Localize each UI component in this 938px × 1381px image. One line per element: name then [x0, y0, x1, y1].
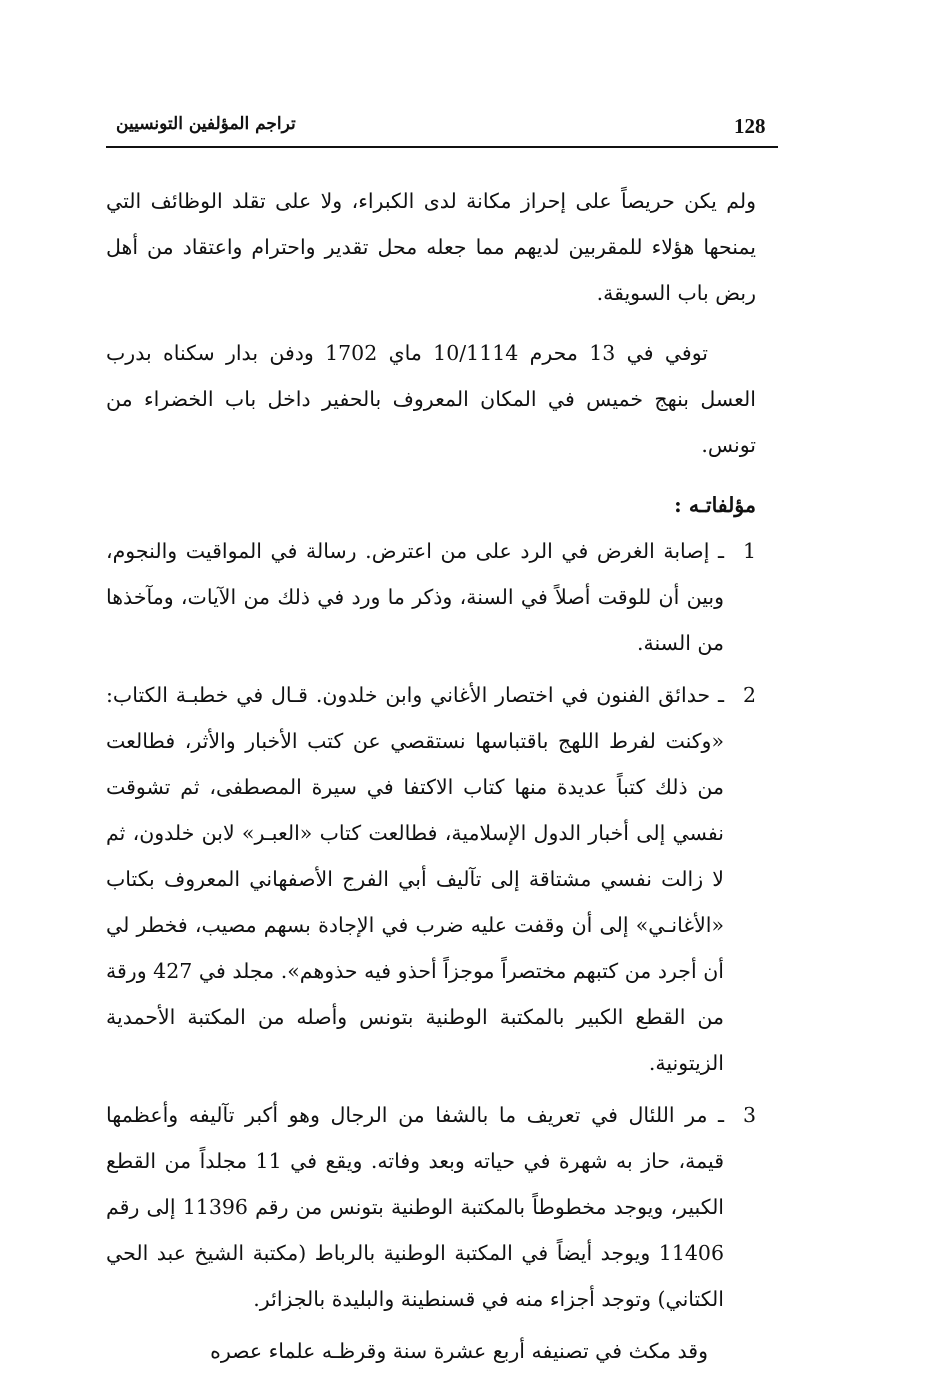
page-body	[106, 178, 756, 1374]
list-item	[106, 528, 756, 666]
paragraph: توفي في 13 محرم 10/1114 ماي 1702 ودفن بدار سكناه بدرب العسل بنهج خميس في المكان المعروف بالحفير داخل باب الخضراء من تونس.	[106, 341, 756, 457]
page-header	[106, 112, 778, 146]
list-item-text: ـ إصابة الغرض في الرد على من اعترض. رسالة في المواقيت والنجوم، وبين أن للوقت أصلاً في السنة، وذكر ما ورد في ذلك من الآيات، ومآخذها من السنة.	[106, 539, 724, 655]
section-title: مؤلفاتـه :	[674, 493, 756, 517]
paragraph: وقد مكث في تصنيفه أربع عشرة سنة وقرظـه علماء عصره	[210, 1339, 708, 1363]
list-item-number: 3	[742, 1103, 756, 1127]
list-item-text: ـ مر اللئال في تعريف ما بالشفا من الرجال وهو أكبر تآليفه وأعظمها قيمة، حاز به شهرة في حياته وبعد وفاته. ويقع في 11 مجلداً من القطع الكبير، ويوجد مخطوطاً بالمكتبة الوطنية بتونس من رقم 11396 إلى رقم 11406 ويوجد أيضاً في المكتبة الوطنية بالرباط (مكتبة الشيخ عبد الحي الكتاني) وتوجد أجزاء منه في قسنطينة والبليدة بالجزائر.	[106, 1103, 725, 1311]
paragraph: ولم يكن حريصاً على إحراز مكانة لدى الكبراء، ولا على تقلد الوظائف التي يمنحها هؤلاء للمقربين لديهم مما جعله محل تقدير واحترام واعتقاد من أهل ربض باب السويقة.	[106, 189, 756, 305]
list-item	[106, 1092, 756, 1322]
page-number: 128	[734, 114, 766, 138]
list-item-number: 1	[742, 539, 756, 563]
running-title: تراجم المؤلفين التونسيين	[116, 114, 296, 134]
list-item-text: ـ حدائق الفنون في اختصار الأغاني وابن خلدون. قـال في خطبـة الكتاب: «وكنت لفرط اللهج باقتباسها نستقصي عن كتب الأخبار والأثر، فطالعت من ذلك كتباً عديدة منها كتاب الاكتفا في سيرة المصطفى، ثم تشوقت نفسي إلى أخبار الدول الإسلامية، فطالعت كتاب «العبـر» لابن خلدون، ثم لا زالت نفسي مشتاقة إلى تآليف أبي الفرج الأصفهاني المعروف بكتاب «الأغانـي» إلى أن وقفت عليه ضرب في الإجادة بسهم مصيب، فخطر لي أن أجرد من كتبهم مختصراً موجزاً أحذو فيه حذوهم». مجلد في 427 ورقة من القطع الكبير بالمكتبة الوطنية بتونس وأصله من المكتبة الأحمدية الزيتونية.	[106, 683, 724, 1075]
header-rule	[106, 146, 778, 148]
list-item-number: 2	[742, 683, 756, 707]
list-item	[106, 672, 756, 1086]
